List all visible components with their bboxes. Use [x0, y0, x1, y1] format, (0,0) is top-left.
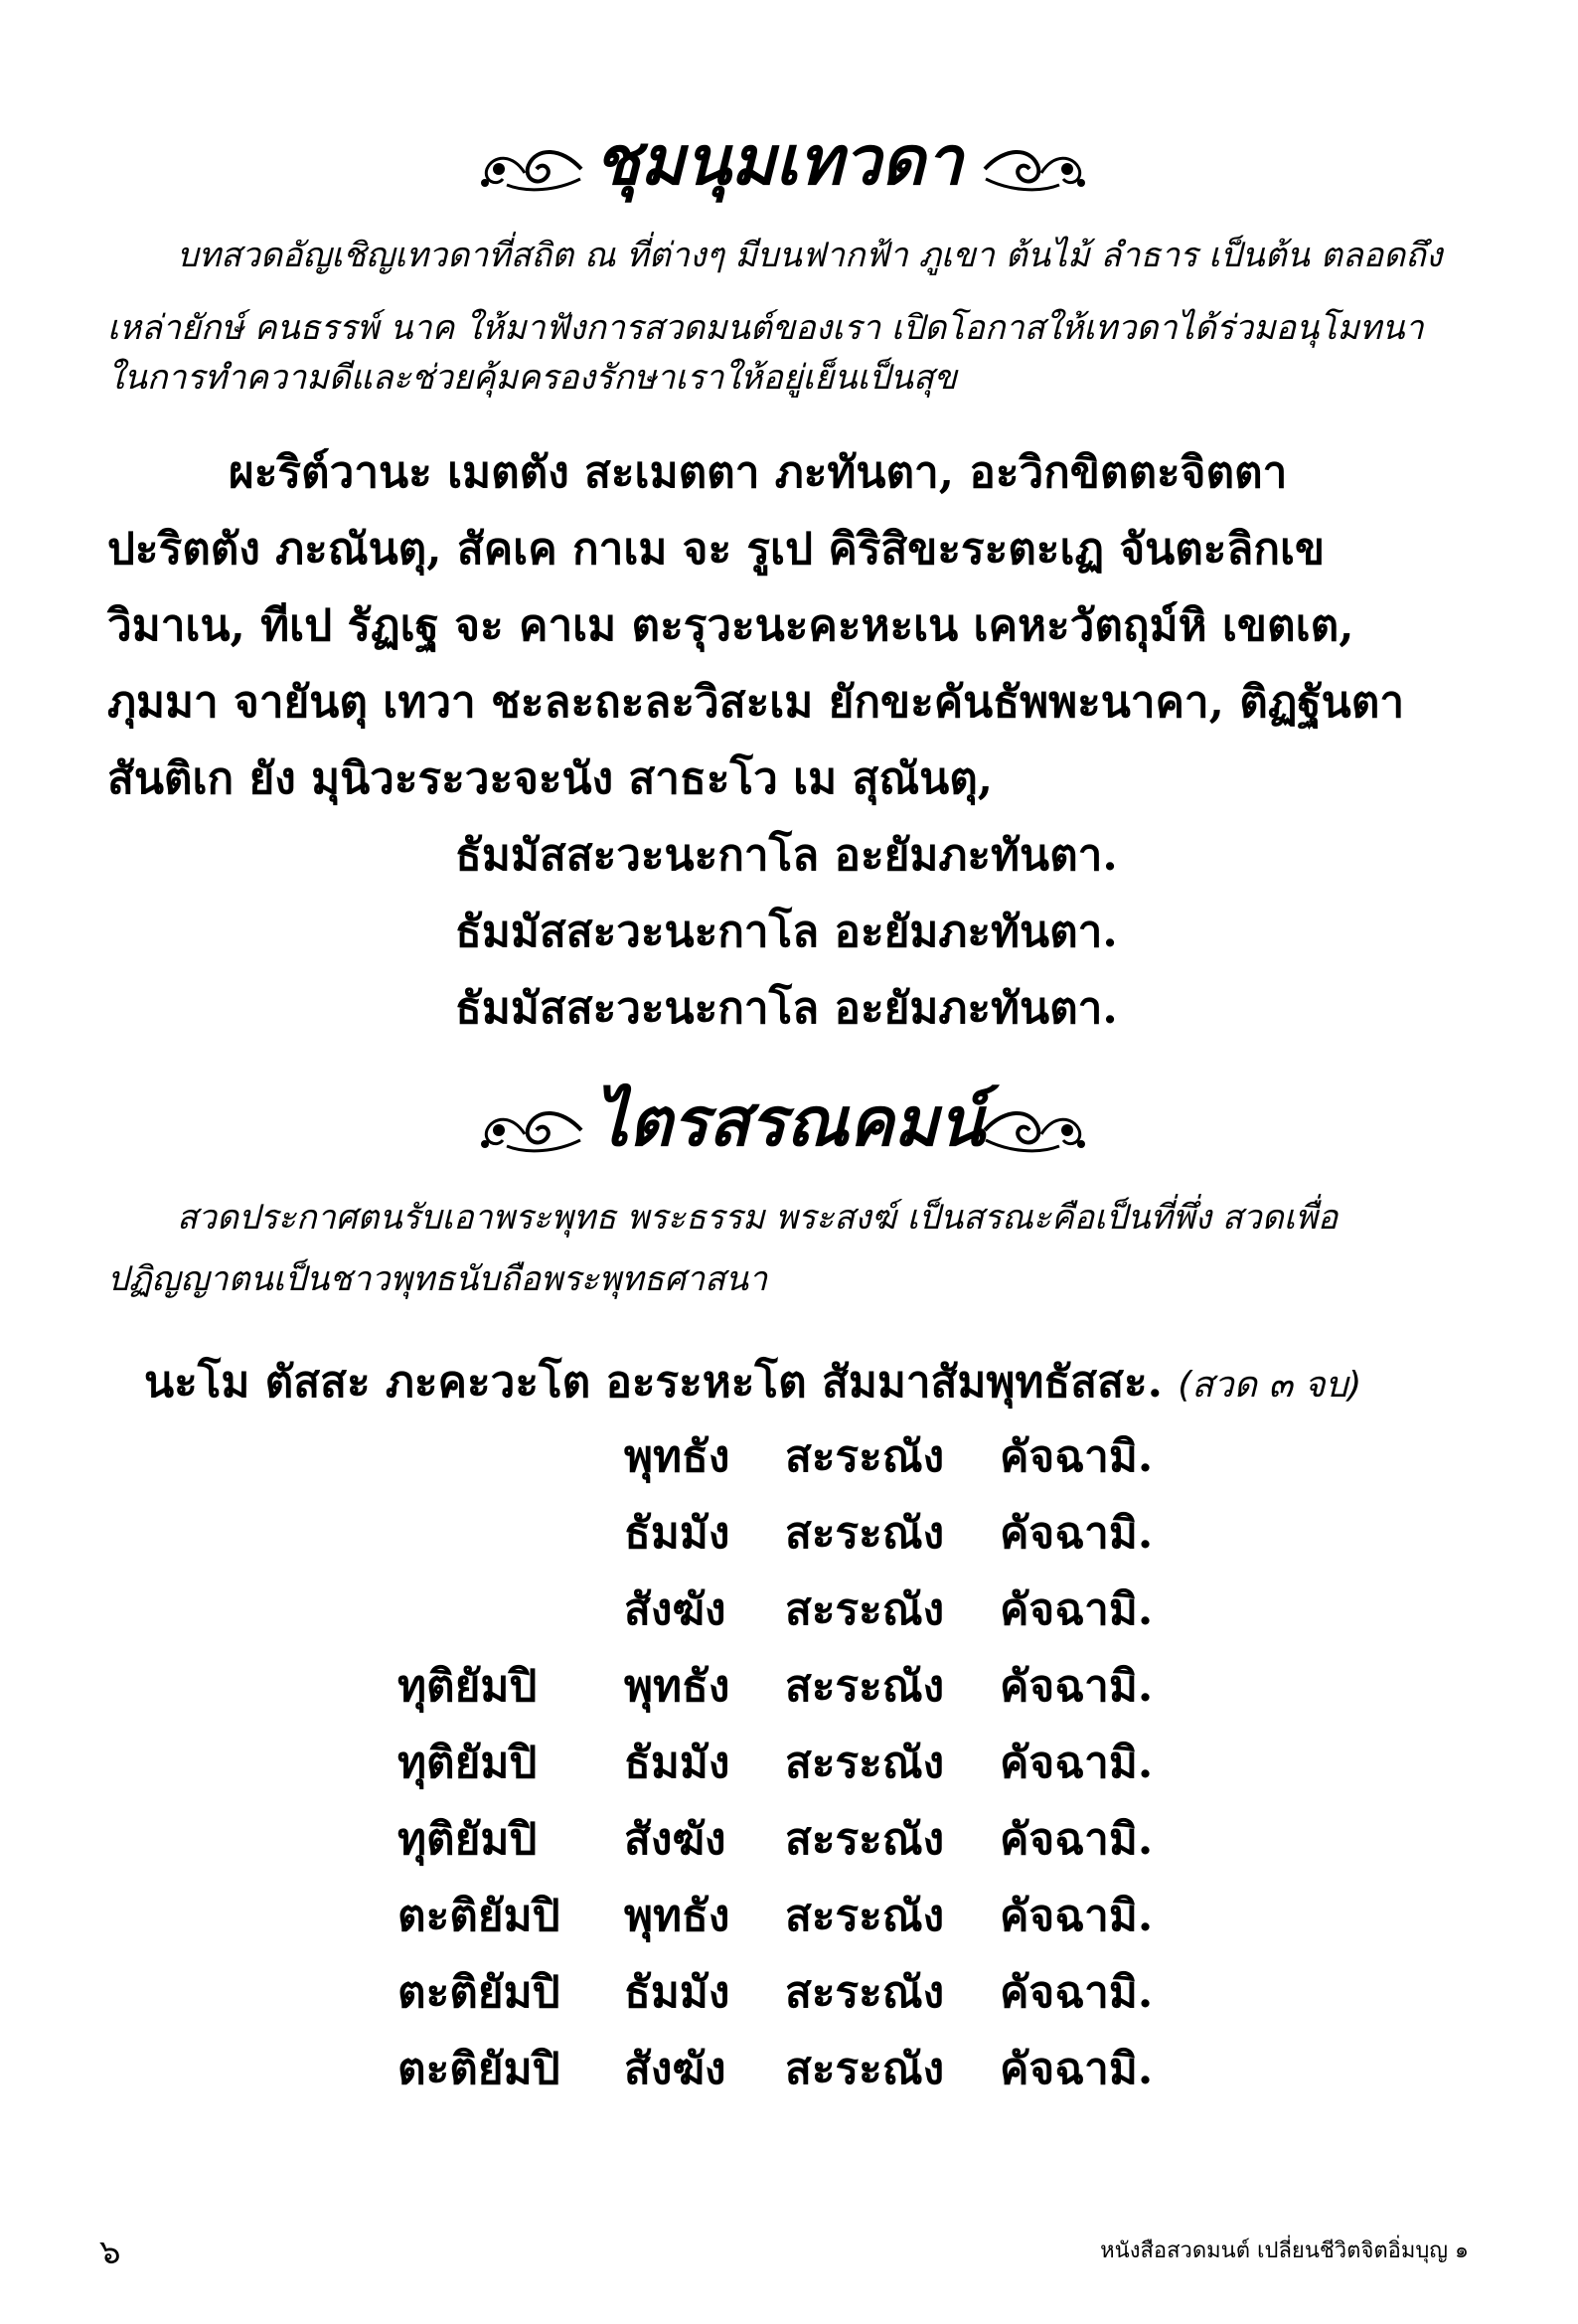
namo-text: นะโม ตัสสะ ภะคะวะโต อะระหะโต สัมมาสัมพุทธัสสะ. [144, 1357, 1163, 1408]
row-prefix: ตะติยัมปิ [397, 1967, 560, 2018]
table-row [0, 1881, 1578, 1950]
row-go: คัจฉามิ. [1000, 1661, 1154, 1712]
section2-intro-line: สวดประกาศตนรับเอาพระพุทธ พระธรรม พระสงฆ์ เป็นสรณะคือเป็นที่พึ่ง สวดเพื่อ [177, 1198, 1339, 1238]
table-row [0, 1804, 1578, 1874]
refrain-line: ธัมมัสสะวะนะกาโล อะยัมภะทันตา. [455, 830, 1118, 881]
row-go: คัจฉามิ. [1000, 1508, 1154, 1559]
table-row [0, 1728, 1578, 1797]
section1-intro-line: ในการทำความดีและช่วยคุ้มครองรักษาเราให้อยู่เย็นเป็นสุข [107, 358, 957, 398]
row-go: คัจฉามิ. [1000, 1891, 1154, 1941]
ornament-left-icon [477, 139, 586, 195]
page-number: ๖ [99, 2233, 121, 2272]
row-prefix: ทุติยัมปิ [397, 1738, 538, 1788]
row-refuge: สะระณัง [785, 1508, 945, 1559]
refuge-table [0, 1421, 1578, 2117]
row-object: สังฆัง [624, 1814, 726, 1865]
refrain-line: ธัมมัสสะวะนะกาโล อะยัมภะทันตา. [455, 983, 1118, 1034]
table-row [0, 1651, 1578, 1721]
namo-note: (สวด ๓ จบ) [1178, 1365, 1362, 1406]
row-object: พุทธัง [624, 1661, 730, 1712]
section1-heading [477, 117, 1093, 217]
chant-line: ภุมมา จายันตุ เทวา ชะละถะละวิสะเม ยักขะคันธัพพะนาคา, ติฏฐันตา [107, 677, 1405, 728]
section1-title: ชุมนุมเทวดา [594, 122, 963, 201]
row-go: คัจฉามิ. [1000, 1584, 1154, 1635]
chant-line: ปะริตตัง ภะณันตุ, สัคเค กาเม จะ รูเป คิริสิขะระตะเฏ จันตะลิกเข [107, 524, 1326, 575]
row-object: สังฆัง [624, 1584, 726, 1635]
ornament-left-icon [477, 1100, 586, 1156]
chant-line: สันติเก ยัง มุนิวะระวะจะนัง สาธะโว เม สุณันตุ, [107, 753, 994, 804]
section1-intro-line: เหล่ายักษ์ คนธรรพ์ นาค ให้มาฟังการสวดมนต์ของเรา เปิดโอกาสให้เทวดาได้ร่วมอนุโมทนา [107, 308, 1424, 348]
table-row [0, 2034, 1578, 2103]
section2-heading [477, 1079, 1093, 1178]
row-go: คัจฉามิ. [1000, 1431, 1154, 1482]
section2-intro-line: ปฏิญญาตนเป็นชาวพุทธนับถือพระพุทธศาสนา [107, 1259, 768, 1299]
row-refuge: สะระณัง [785, 1431, 945, 1482]
section2-title: ไตรสรณคมน์ [594, 1083, 985, 1162]
row-go: คัจฉามิ. [1000, 2044, 1154, 2094]
row-prefix: ตะติยัมปิ [397, 1891, 560, 1941]
ornament-right-icon [980, 1100, 1089, 1156]
ornament-right-icon [980, 139, 1089, 195]
row-go: คัจฉามิ. [1000, 1814, 1154, 1865]
book-title: หนังสือสวดมนต์ เปลี่ยนชีวิตจิตอิ่มบุญ ๑ [1100, 2239, 1469, 2263]
row-prefix: ตะติยัมปิ [397, 2044, 560, 2094]
row-refuge: สะระณัง [785, 1814, 945, 1865]
row-refuge: สะระณัง [785, 2044, 945, 2094]
row-prefix: ทุติยัมปิ [397, 1661, 538, 1712]
table-row [0, 1575, 1578, 1644]
row-object: พุทธัง [624, 1891, 730, 1941]
row-prefix: ทุติยัมปิ [397, 1814, 538, 1865]
row-object: พุทธัง [624, 1431, 730, 1482]
table-row [0, 1957, 1578, 2027]
row-object: สังฆัง [624, 2044, 726, 2094]
row-refuge: สะระณัง [785, 1967, 945, 2018]
row-object: ธัมมัง [624, 1508, 730, 1559]
refrain-line: ธัมมัสสะวะนะกาโล อะยัมภะทันตา. [455, 907, 1118, 957]
row-refuge: สะระณัง [785, 1584, 945, 1635]
row-refuge: สะระณัง [785, 1738, 945, 1788]
row-object: ธัมมัง [624, 1967, 730, 2018]
row-object: ธัมมัง [624, 1738, 730, 1788]
namo-line [144, 1347, 1361, 1416]
table-row [0, 1498, 1578, 1568]
row-go: คัจฉามิ. [1000, 1967, 1154, 2018]
row-go: คัจฉามิ. [1000, 1738, 1154, 1788]
chant-line: ผะริต์วานะ เมตตัง สะเมตตา ภะทันตา, อะวิกขิตตะจิตตา [229, 447, 1288, 498]
section1-intro-line: บทสวดอัญเชิญเทวดาที่สถิต ณ ที่ต่างๆ มีบนฟากฟ้า ภูเขา ต้นไม้ ลำธาร เป็นต้น ตลอดถึง [177, 236, 1443, 275]
table-row [0, 1421, 1578, 1491]
row-refuge: สะระณัง [785, 1891, 945, 1941]
chant-line: วิมาเน, ทีเป รัฏเฐ จะ คาเม ตะรุวะนะคะหะเน เคหะวัตถุม์หิ เขตเต, [107, 600, 1354, 651]
row-refuge: สะระณัง [785, 1661, 945, 1712]
